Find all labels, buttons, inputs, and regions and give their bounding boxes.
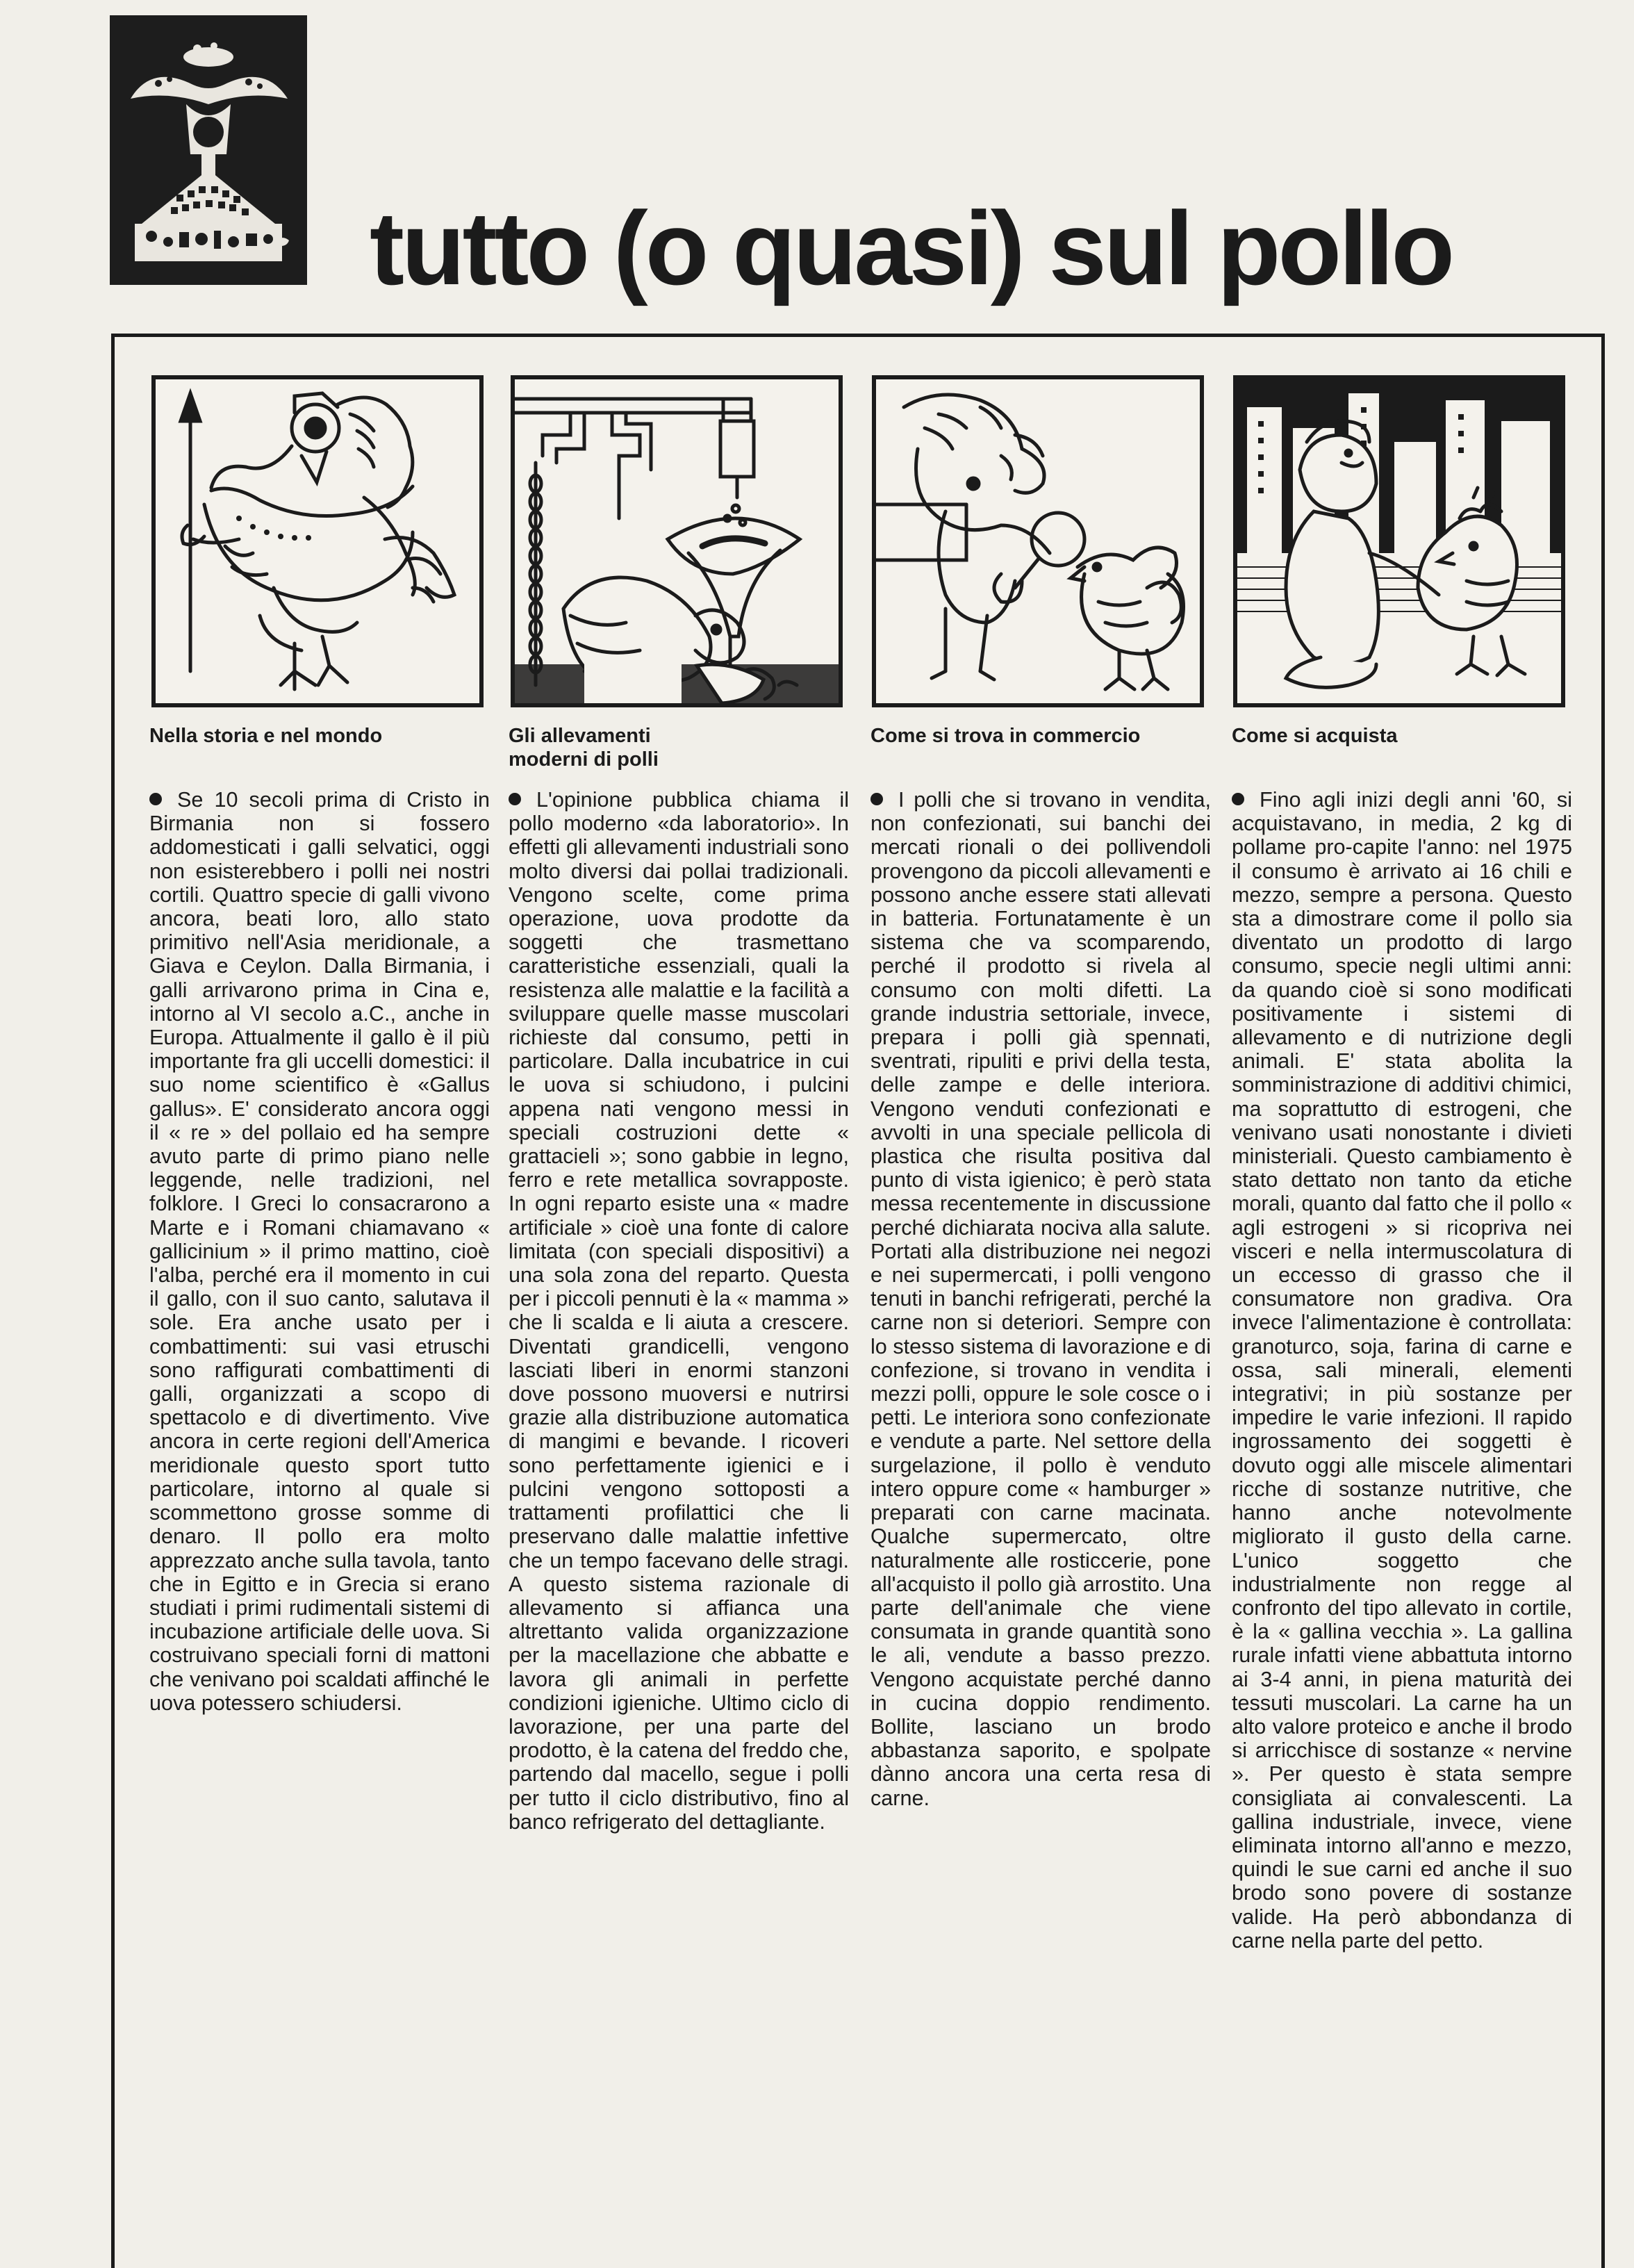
bullet-icon	[509, 793, 521, 805]
chicken-factory-illustration-icon	[515, 379, 839, 703]
section-heading-farming: Gli allevamenti moderni di polli	[509, 725, 659, 771]
illustration-panel-purchase	[1233, 375, 1565, 707]
bullet-icon	[149, 793, 162, 805]
column-text: I polli che si trovano in vendita, non confezionati, sui banchi dei mercati rionali o dei pollivendoli provengono da piccoli allevamenti e possono anche essere stati allevati in batteria. Fortunatamente è un sistema che va scomparendo, perché il prodotto si rivela al consumo con molti difetti. La grande industria settoriale, invece, prepara i polli già spennati, sventrati, ripuliti e privi della testa, delle zampe e delle interiora. Vengono venduti confezionati e avvolti in una speciale pellicola di plastica che risulta positiva dal punto di vista igienico; è però stata messa recentemente in discussione perché dichiarata nociva alla salute. Portati alla distribuzione nei negozi e nei supermercati, i polli vengono tenuti in banchi refrigerati, perché la carne non si deteriori. Sempre con lo stesso sistema di lavorazione e di confezione, si trovano in vendita i mezzi polli, oppure le sole cosce o i petti. Le interiora sono confezionate e vendute a parte. Nel settore della surgelazione, il pollo è venduto intero oppure come « hamburger » preparati con carne macinata. Qualche supermercato, oltre naturalmente alle rosticcerie, pone all'acquisto il pollo già arrostito. Una parte dell'animale che viene consumata in grande quantità sono le ali, vendute a basso prezzo. Vengono acquistate perché danno in cucina doppio rendimento. Bollite, lasciano un brodo abbastanza saporito, e spolpate dànno ancora una certa resa di carne.	[870, 788, 1211, 1810]
section-heading-commerce: Come si trova in commercio	[870, 725, 1141, 747]
column-text: Se 10 secoli prima di Cristo in Birmania non si fossero addomesticati i galli selvatici, oggi non esisterebbero i polli nei nostri cortili. Quattro specie di galli vivono ancora, beati loro, allo stato primitivo nell'Asia meridionale, a Giava e Ceylon. Dalla Birmania, i galli arrivarono prima in Cina e, intorno al VI secolo a.C., anche in Europa. Attualmente il gallo è il più importante fra gli uccelli domestici: il suo nome scientifico è «Gallus gallus». E' considerato ancora oggi il « re » del pollaio ed ha sempre avuto parte di primo piano nelle leggende, nelle tradizioni, nel folklore. I Greci lo consacrarono a Marte e i Romani chiamavano « gallicinium » il primo mattino, cioè l'alba, perché era il momento in cui il gallo, con il suo canto, salutava il sole. Era anche usato per i combattimenti: sui vasi etruschi sono raffigurati combattimenti di galli, organizzati a scopo di spettacolo e di divertimento. Vive ancora in certe regioni dell'America meridionale questo sport tutto particolare, intorno al quale si scommettono grosse somme di denaro. Il pollo era molto apprezzato anche sulla tavola, tanto che in Egitto e in Grecia si erano studiati i primi rudimentali sistemi di incubazione artificiale delle uova. Si costruivano speciali forni di mattoni che venivano poi scaldati affinché le uova potessero schiudersi.	[149, 788, 490, 1715]
article-column-commerce	[870, 788, 1211, 1810]
bullet-icon	[1232, 793, 1244, 805]
section-logo	[110, 15, 307, 285]
illustration-panel-farming	[511, 375, 843, 707]
girl-magnifier-illustration-icon	[876, 379, 1200, 703]
article-column-purchase	[1232, 788, 1572, 1953]
market-stall-illustration-icon	[110, 15, 307, 285]
section-heading-purchase: Come si acquista	[1232, 725, 1398, 747]
article-column-farming	[509, 788, 849, 1834]
article-column-history	[149, 788, 490, 1715]
bullet-icon	[870, 793, 883, 805]
column-text: L'opinione pubblica chiama il pollo moderno «da laboratorio». In effetti gli allevamenti industriali sono molto diversi dai pollai tradizionali. Vengono scelte, come prima operazione, uova prodotte da soggetti che trasmettano caratteristiche essenziali, quali la resistenza alle malattie e la facilità a sviluppare quelle masse muscolari richieste dal consumo, petti in particolare. Dalla incubatrice in cui le uova si schiudono, i pulcini appena nati vengono messi in speciali costruzioni dette « grattacieli »; sono gabbie in legno, ferro e rete metallica sovrapposte. In ogni reparto esiste una « madre artificiale » cioè una fonte di calore limitata (con speciali dispositivi) a una sola zona del reparto. Questa per i piccoli pennuti è la « mamma » che li scalda e li aiuta a crescere. Diventati grandicelli, vengono lasciati liberi in enormi stanzoni dove possono muoversi e nutrirsi grazie alla distribuzione automatica di mangimi e bevande. I ricoveri sono perfettamente igienici e i pulcini vengono sottoposti a trattamenti profilattici che li preservano dalle malattie infettive che un tempo facevano delle stragi. A questo sistema razionale di allevamento si affianca una altrettanto valida organizzazione per la macellazione che abbatte e lavora gli animali in perfette condizioni igieniche. Ultimo ciclo di lavorazione, per una parte del prodotto, è la catena del freddo che, partendo dal macello, segue i polli per tutto il ciclo distributivo, fino al banco refrigerato del dettagliante.	[509, 788, 849, 1834]
woman-hen-city-illustration-icon	[1237, 379, 1561, 703]
column-text: Fino agli inizi degli anni '60, si acquistavano, in media, 2 kg di pollame pro-capite l'anno: nel 1975 il consumo è arrivato ai 16 chili e mezzo, sempre a persona. Questo sta a dimostrare come il pollo sia diventato un prodotto di largo consumo, specie negli ultimi anni: da quando cioè si sono modificati positivamente i sistemi di allevamento e di nutrizione degli animali. E' stata abolita la somministrazione di additivi chimici, ma soprattutto di estrogeni, che venivano usati nonostante i divieti ministeriali. Questo cambiamento è stato dettato non tanto da etiche morali, quanto dal fatto che il pollo « agli estrogeni » si ricopriva nei visceri e nella intermuscolatura di un eccesso di grasso che il consumatore non gradiva. Ora invece l'alimentazione è controllata: granoturco, soja, farina di carne e ossa, sali minerali, elementi integrativi; in più sostanze per impedire le varie infezioni. Il rapido ingrossamento dei soggetti è dovuto oggi alle miscele alimentari ricche di sostanze nutritive, che hanno anche notevolmente migliorato il gusto della carne. L'unico soggetto che industrialmente non regge al confronto del tipo allevato in cortile, è la « gallina vecchia ». La gallina rurale infatti viene abbattuta intorno ai 3-4 anni, in piena maturità dei tessuti muscolari. La carne ha un alto valore proteico e anche il brodo si arricchisce di sostanze « nervine ». Per questo è stata sempre consigliata ai convalescenti. La gallina industriale, invece, viene eliminata intorno all'anno e mezzo, quindi le sue carni ed anche il suo brodo sono povere di sostanze valide. Ha però abbondanza di carne nella parte del petto.	[1232, 788, 1572, 1953]
illustration-panel-commerce	[872, 375, 1204, 707]
illustration-panel-history	[151, 375, 484, 707]
section-heading-history: Nella storia e nel mondo	[149, 725, 383, 747]
page-title: tutto (o quasi) sul pollo	[370, 190, 1453, 306]
hen-warrior-illustration-icon	[156, 379, 479, 703]
